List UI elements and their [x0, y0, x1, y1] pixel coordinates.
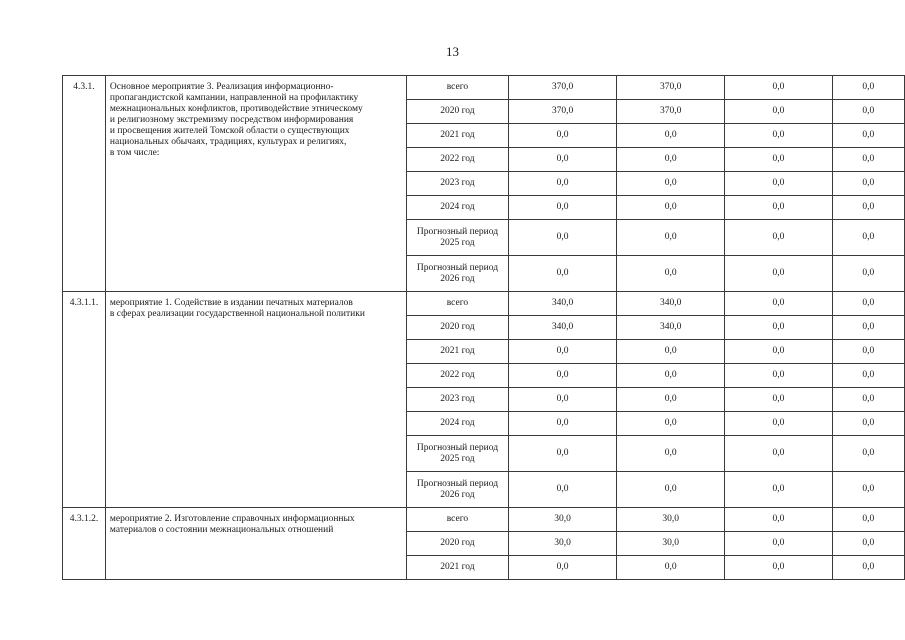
period-cell: [406, 124, 508, 148]
column-2-amount-cell: 0,0: [617, 412, 725, 436]
total-amount-cell: 0,0: [508, 340, 616, 364]
column-4-amount-cell: 0,0: [832, 472, 904, 508]
column-3-amount-cell: 0,0: [725, 412, 832, 436]
column-3-amount-cell: 0,0: [725, 76, 832, 100]
period-label: всего: [446, 82, 469, 92]
column-4-amount-cell: 0,0: [832, 292, 904, 316]
total-amount-cell: 0,0: [508, 124, 616, 148]
period-cell: [406, 436, 508, 472]
period-label: 2023 год: [440, 394, 475, 404]
column-2-amount-cell: 0,0: [617, 556, 725, 580]
total-amount-cell: 370,0: [508, 100, 616, 124]
period-label: 2021 год: [440, 130, 475, 140]
column-4-amount-cell: 0,0: [832, 316, 904, 340]
column-2-amount-cell: 30,0: [617, 532, 725, 556]
column-3-amount-cell: 0,0: [725, 100, 832, 124]
total-amount-cell: 340,0: [508, 316, 616, 340]
column-3-amount-cell: 0,0: [725, 256, 832, 292]
column-4-amount-cell: 0,0: [832, 508, 904, 532]
column-2-amount-cell: 0,0: [617, 436, 725, 472]
total-amount-cell: 340,0: [508, 292, 616, 316]
total-amount-cell: 0,0: [508, 556, 616, 580]
column-4-amount-cell: 0,0: [832, 220, 904, 256]
column-2-amount-cell: 0,0: [617, 172, 725, 196]
column-4-amount-cell: 0,0: [832, 364, 904, 388]
section-code: 4.3.1.: [63, 76, 106, 292]
period-label: Прогнозный период: [416, 226, 499, 237]
section-code: 4.3.1.1.: [63, 292, 106, 508]
table-row: [63, 76, 905, 100]
description-line: и просвещения жителей Томской области о существующих: [109, 126, 350, 136]
description-line: пропагандистской кампании, направленной на профилактику: [109, 93, 359, 103]
column-3-amount-cell: 0,0: [725, 196, 832, 220]
column-3-amount-cell: 0,0: [725, 556, 832, 580]
column-4-amount-cell: 0,0: [832, 196, 904, 220]
column-2-amount-cell: 340,0: [617, 316, 725, 340]
total-amount-cell: 30,0: [508, 532, 616, 556]
period-label: 2022 год: [440, 370, 475, 380]
description-line: национальных обычаях, традициях, культурах и религиях,: [109, 137, 347, 147]
column-2-amount-cell: 0,0: [617, 364, 725, 388]
description-line: межнациональных конфликтов, противодействие этническому: [109, 104, 363, 114]
column-2-amount-cell: 370,0: [617, 76, 725, 100]
period-cell: [406, 472, 508, 508]
column-3-amount-cell: 0,0: [725, 364, 832, 388]
total-amount-cell: 0,0: [508, 196, 616, 220]
total-amount-cell: 0,0: [508, 256, 616, 292]
total-amount-cell: 370,0: [508, 76, 616, 100]
budget-table-body: [63, 76, 905, 580]
column-2-amount-cell: 0,0: [617, 220, 725, 256]
period-cell: [406, 76, 508, 100]
period-label: Прогнозный период: [416, 478, 499, 489]
period-label: 2021 год: [440, 562, 475, 572]
column-3-amount-cell: 0,0: [725, 292, 832, 316]
column-3-amount-cell: 0,0: [725, 388, 832, 412]
description-line: материалов о состоянии межнациональных отношений: [109, 525, 334, 535]
period-label: 2022 год: [440, 154, 475, 164]
description-line: Основное мероприятие 3. Реализация информационно-: [109, 82, 334, 92]
period-label: 2020 год: [440, 538, 475, 548]
column-3-amount-cell: 0,0: [725, 316, 832, 340]
column-3-amount-cell: 0,0: [725, 124, 832, 148]
description-line: в сферах реализации государственной национальной политики: [109, 309, 365, 319]
section-code: 4.3.1.2.: [63, 508, 106, 580]
period-cell: [406, 292, 508, 316]
column-4-amount-cell: 0,0: [832, 172, 904, 196]
total-amount-cell: 0,0: [508, 412, 616, 436]
column-4-amount-cell: 0,0: [832, 256, 904, 292]
section-description: [105, 508, 406, 580]
total-amount-cell: 0,0: [508, 472, 616, 508]
column-4-amount-cell: 0,0: [832, 412, 904, 436]
period-cell: [406, 100, 508, 124]
period-label: 2026 год: [440, 489, 475, 500]
budget-table: [62, 75, 905, 580]
period-label: 2025 год: [440, 237, 475, 248]
table-row: [63, 508, 905, 532]
period-cell: [406, 508, 508, 532]
period-cell: [406, 256, 508, 292]
column-3-amount-cell: 0,0: [725, 340, 832, 364]
period-label: всего: [446, 298, 469, 308]
period-label: 2024 год: [440, 202, 475, 212]
column-4-amount-cell: 0,0: [832, 532, 904, 556]
column-4-amount-cell: 0,0: [832, 436, 904, 472]
column-3-amount-cell: 0,0: [725, 532, 832, 556]
column-4-amount-cell: 0,0: [832, 76, 904, 100]
period-cell: [406, 532, 508, 556]
total-amount-cell: 30,0: [508, 508, 616, 532]
total-amount-cell: 0,0: [508, 220, 616, 256]
period-label: Прогнозный период: [416, 442, 499, 453]
period-label: 2020 год: [440, 106, 475, 116]
period-label: Прогнозный период: [416, 262, 499, 273]
period-cell: [406, 412, 508, 436]
column-2-amount-cell: 0,0: [617, 340, 725, 364]
table-row: [63, 292, 905, 316]
period-cell: [406, 148, 508, 172]
column-4-amount-cell: 0,0: [832, 100, 904, 124]
column-2-amount-cell: 370,0: [617, 100, 725, 124]
column-4-amount-cell: 0,0: [832, 148, 904, 172]
column-4-amount-cell: 0,0: [832, 124, 904, 148]
column-2-amount-cell: 0,0: [617, 148, 725, 172]
total-amount-cell: 0,0: [508, 388, 616, 412]
column-3-amount-cell: 0,0: [725, 172, 832, 196]
description-line: и религиозному экстремизму посредством информирования: [109, 115, 354, 125]
page-number: 13: [446, 44, 459, 59]
column-3-amount-cell: 0,0: [725, 436, 832, 472]
period-cell: [406, 556, 508, 580]
period-label: 2026 год: [440, 273, 475, 284]
description-line: мероприятие 2. Изготовление справочных информационных: [109, 514, 355, 524]
column-2-amount-cell: 30,0: [617, 508, 725, 532]
period-label: 2021 год: [440, 346, 475, 356]
period-cell: [406, 196, 508, 220]
period-cell: [406, 364, 508, 388]
period-label: 2024 год: [440, 418, 475, 428]
period-label: 2025 год: [440, 453, 475, 464]
total-amount-cell: 0,0: [508, 364, 616, 388]
column-2-amount-cell: 0,0: [617, 196, 725, 220]
column-3-amount-cell: 0,0: [725, 472, 832, 508]
period-cell: [406, 340, 508, 364]
period-cell: [406, 172, 508, 196]
column-2-amount-cell: 0,0: [617, 472, 725, 508]
period-cell: [406, 388, 508, 412]
period-cell: [406, 220, 508, 256]
column-4-amount-cell: 0,0: [832, 340, 904, 364]
column-3-amount-cell: 0,0: [725, 148, 832, 172]
total-amount-cell: 0,0: [508, 436, 616, 472]
column-4-amount-cell: 0,0: [832, 388, 904, 412]
total-amount-cell: 0,0: [508, 172, 616, 196]
period-label: всего: [446, 514, 469, 524]
description-line: в том числе:: [109, 148, 160, 158]
description-line: мероприятие 1. Содействие в издании печатных материалов: [109, 298, 353, 308]
column-2-amount-cell: 0,0: [617, 256, 725, 292]
column-2-amount-cell: 0,0: [617, 388, 725, 412]
column-3-amount-cell: 0,0: [725, 508, 832, 532]
section-description: [105, 292, 406, 508]
section-description: [105, 76, 406, 292]
period-label: 2020 год: [440, 322, 475, 332]
column-4-amount-cell: 0,0: [832, 556, 904, 580]
total-amount-cell: 0,0: [508, 148, 616, 172]
period-cell: [406, 316, 508, 340]
column-2-amount-cell: 340,0: [617, 292, 725, 316]
column-2-amount-cell: 0,0: [617, 124, 725, 148]
period-label: 2023 год: [440, 178, 475, 188]
column-3-amount-cell: 0,0: [725, 220, 832, 256]
